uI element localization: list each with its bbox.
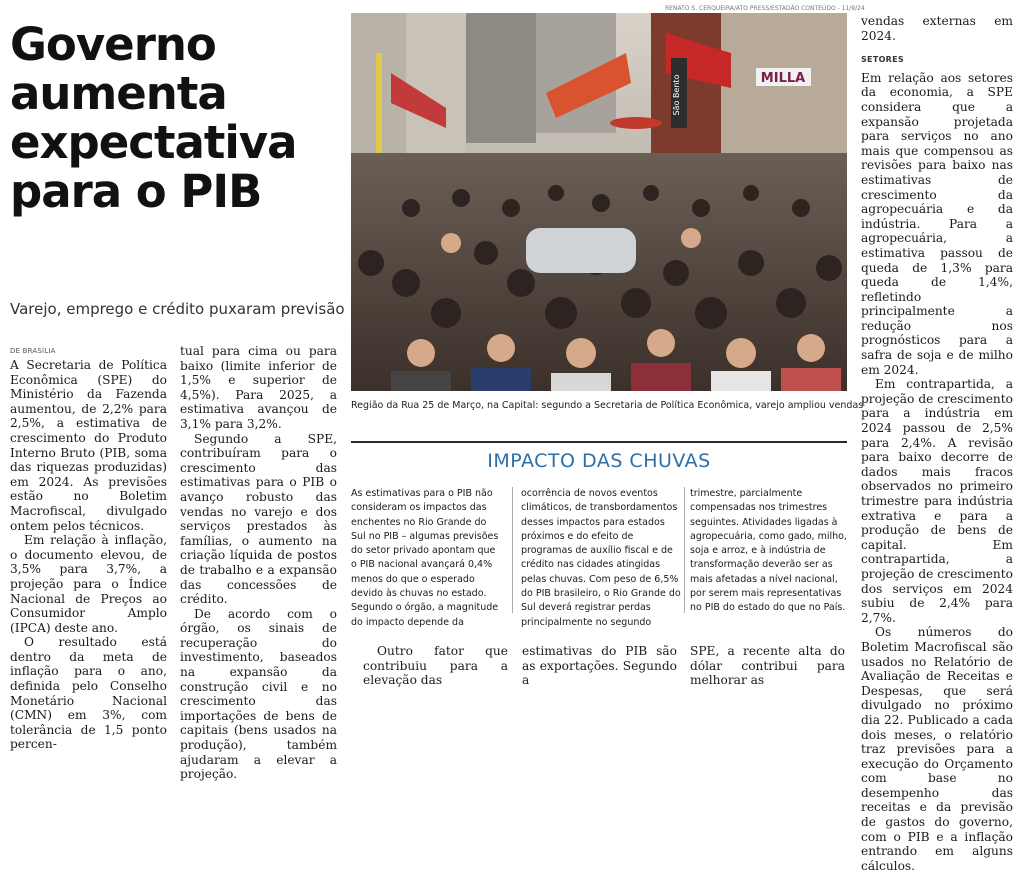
article-column-3 [363,644,508,689]
box-column-3: trimestre, parcialmente compensadas nos trimestres seguintes. Atividades ligadas à agropecuária, como gado, milho, soja e arroz, e à indústria de transformação deverão ser as mais afetadas a nível nacional, por serem mais representativas no PIB do estado do que no País. [690,488,847,614]
street-crowd-photo [351,13,847,391]
paragraph: O resultado está dentro da meta de inflação para o ano, definida pelo Conselho Monetário Nacional (CMN) em 3%, com tolerância de 1,5 ponto percen- [10,635,167,752]
box-column-2: ocorrência de novos eventos climáticos, de transbordamentos desses impactos para estados próximos e do efeito de programas de auxílio fiscal e de crédito nas cidades atingidas pelas chuvas. Com peso de 6,5% do PIB brasileiro, o Rio Grande do Sul deverá registrar perdas principalmente no segundo [521,488,681,628]
article-column-2 [180,344,337,782]
dateline: DE BRASÍLIA [10,347,56,355]
paragraph: Os números do Boletim Macrofiscal são usados no Relatório de Avaliação de Receitas e Despesas, que será divulgado no próximo dia 22. Publicado a cada dois meses, o relatório traz previsões para a execução do Orçamento com base no desempenho das receitas e da previsão de gastos do governo, com o PIB e a inflação entrando em alguns cálculos. [861,625,1013,873]
article-column-1 [10,358,167,752]
subtitle: Varejo, emprego e crédito puxaram previsão [10,300,345,318]
headline: Governo aumenta expectativa para o PIB [10,18,297,218]
article-column-6 [861,14,1013,873]
box-column-1: As estimativas para o PIB não consideram os impactos das enchentes no Rio Grande do Sul no PIB – algumas previsões do setor privado apontam que o PIB nacional avançará 0,4% menos do que o esperado devido às chuvas no estado. Segundo o órgão, a magnitude do impacto depende da [351,488,499,628]
article-column-4 [522,644,677,689]
street-sign-text: São Bento [672,74,681,116]
paragraph: Outro fator que contribuiu para a elevação das [363,644,508,688]
paragraph: tual para cima ou para baixo (limite inferior de 1,5% e superior de 4,5%). Para 2025, a estimativa avançou de 3,1% para 3,2%. [180,344,337,431]
paragraph: Em contrapartida, a projeção de crescimento para a indústria em 2024 passou de 2,5% para 2,4%. A revisão para baixo decorre de dados mais fracos observados no primeiro trimestre para indústria extrativa e para a produção de bens de capital. Em contrapartida, a projeção de crescimento dos serviços em 2024 subiu de 2,4% para 2,7%. [861,377,1013,625]
photo-credit: RENATO S. CERQUEIRA/ATO PRESS/ESTADÃO CONTEÚDO - 11/9/24 [665,5,865,12]
paragraph: Em relação à inflação, o documento elevou, de 3,5% para 3,7%, a projeção para o Índice Nacional de Preços ao Consumidor Amplo (IPCA) deste ano. [10,533,167,635]
photo-caption: Região da Rua 25 de Março, na Capital: segundo a Secretaria de Política Econômica, varejo ampliou vendas [351,400,864,411]
column-divider [512,487,513,613]
paragraph: estimativas do PIB são as exportações. Segundo a [522,644,677,688]
paragraph: Em relação aos setores da economia, a SPE considera que a expansão projetada para serviços no ano mais que compensou as revisões para baixo nas estimativas de crescimento da agropecuária e da indústria. Para a agropecuária, a estimativa passou de queda de 1,3% para queda de 1,4%, refletindo principalmente a redução nos prognósticos para a safra de soja e de milho em 2024. [861,70,1013,377]
paragraph: A Secretaria de Política Econômica (SPE) do Ministério da Fazenda aumentou, de 2,2% para 2,5%, a estimativa de crescimento do Produto Interno Bruto (PIB, soma das riquezas produzidas) em 2024. As previsões estão no Boletim Macrofiscal, divulgado ontem pelos técnicos. [10,358,167,533]
paragraph: Segundo a SPE, contribuíram para o crescimento das estimativas para o PIB o avanço robusto das vendas no varejo e dos serviços prestados às famílias, o aumento na criação líquida de postos de trabalho e a expansão das concessões de crédito. [180,431,337,607]
box-title: IMPACTO DAS CHUVAS [487,450,711,472]
section-heading: SETORES [861,55,904,65]
article-column-5 [690,644,845,689]
paragraph: SPE, a recente alta do dólar contribui para melhorar as [690,644,845,688]
paragraph: De acordo com o órgão, os sinais de recuperação do investimento, baseados na expansão da construção civil e no crescimento das importações de bens de capitais (bens usados na produção), também ajudaram a elevar a projeção. [180,606,337,782]
column-divider [684,487,685,613]
store-sign-text: MILLA [760,71,806,86]
photo-illustration [351,13,847,391]
box-top-rule [351,441,847,443]
paragraph: vendas externas em 2024. [861,14,1013,43]
